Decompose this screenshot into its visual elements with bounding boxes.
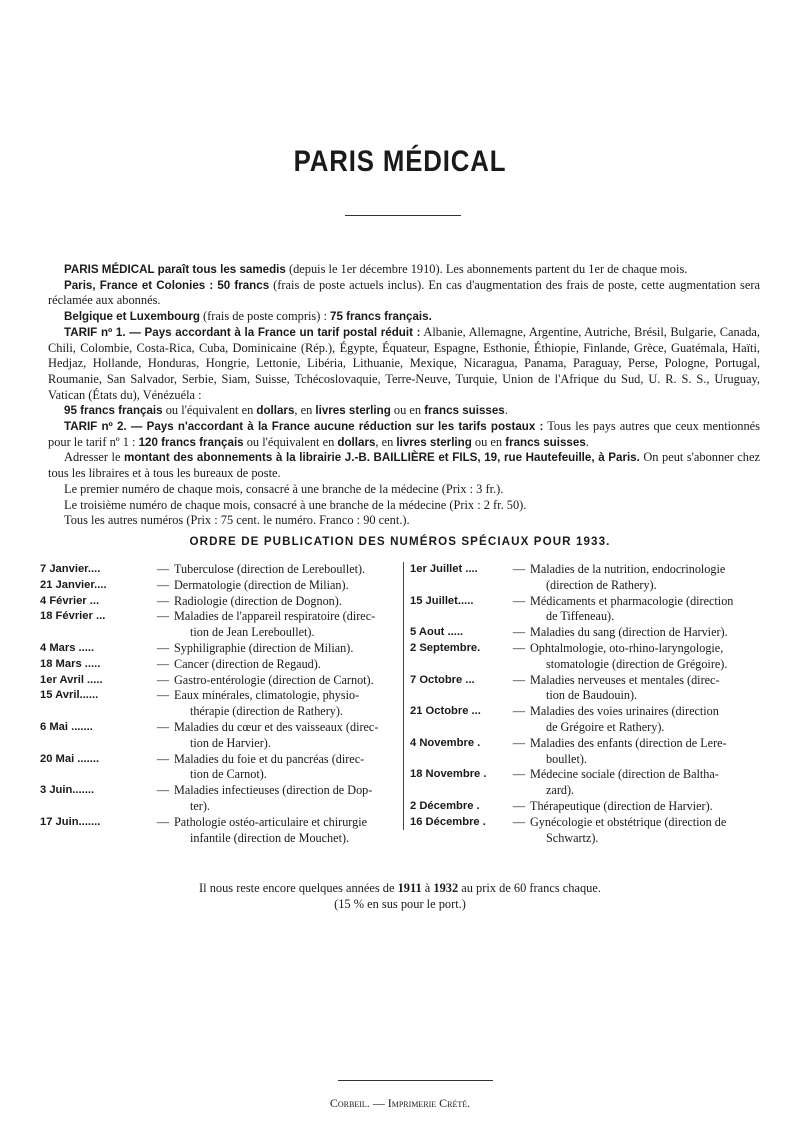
schedule-row	[40, 578, 402, 594]
schedule-row	[410, 704, 768, 736]
issue-subject	[174, 594, 402, 610]
issue-date: 21 Octobre ...	[410, 705, 481, 718]
schedule-heading: ORDRE DE PUBLICATION DES NUMÉROS SPÉCIAUX POUR 1933.	[189, 535, 611, 548]
schedule-row	[410, 562, 768, 594]
note-text: Il nous reste encore quelques années de	[199, 881, 398, 895]
subject-line-cont: stomatologie (direction de Grégoire).	[546, 656, 728, 671]
issue-subject	[530, 562, 768, 594]
subject-line-cont: boullet).	[546, 751, 587, 766]
issue-date: 15 Juillet.....	[410, 594, 474, 607]
issue-subject	[174, 641, 402, 657]
issue-subject	[174, 657, 402, 673]
subject-line-cont: (direction de Rathery).	[546, 577, 657, 592]
schedule-row	[40, 594, 402, 610]
subject-line-cont: ter).	[190, 798, 210, 813]
subject-line: Maladies du sang (direction de Harvier).	[530, 625, 728, 640]
dash: —	[156, 719, 170, 734]
issue-subject	[530, 673, 768, 705]
intro-text: ou en	[390, 403, 425, 418]
tarif-1-price	[48, 403, 760, 419]
currency-text: dollars	[337, 435, 376, 449]
price-note-2: Le troisième numéro de chaque mois, consacré à une branche de la médecine (Prix : 2 fr. 50).	[64, 497, 527, 512]
subject-line: Gastro-entérologie (direction de Carnot).	[174, 672, 374, 687]
subject-line: Maladies de l'appareil respiratoire (direc-	[174, 609, 376, 624]
dash: —	[156, 562, 170, 576]
subject-line: Maladies du foie et du pancréas (direc-	[174, 751, 365, 766]
issue-subject	[174, 783, 402, 815]
schedule-row	[410, 594, 768, 626]
subject-line: Maladies des voies urinaires (direction	[530, 704, 719, 719]
intro-text: Tous les pays autres que ceux mentionnés pour le tarif nº 1 :	[48, 419, 760, 449]
issue-date: 2 Décembre .	[410, 799, 480, 812]
price-note-3: Tous les autres numéros (Prix : 75 cent. le numéro. Franco : 90 cent.).	[64, 513, 410, 528]
price-text: 95 francs français	[64, 404, 163, 418]
subject-line: Pathologie ostéo-articulaire et chirurgie	[174, 814, 368, 829]
issue-subject	[530, 736, 768, 768]
issue-subject	[174, 562, 402, 578]
subject-line: Ophtalmologie, oto-rhino-laryngologie,	[530, 640, 724, 655]
price-text: 120 francs français	[138, 435, 244, 449]
dash: —	[512, 735, 526, 750]
issue-subject	[530, 767, 768, 799]
dash: —	[156, 640, 170, 655]
issue-subject	[174, 815, 402, 847]
schedule-right-column	[410, 562, 768, 846]
issue-subject	[530, 799, 768, 815]
issue-date: 18 Février ...	[40, 610, 106, 623]
subject-line-cont: Schwartz).	[546, 830, 599, 845]
intro-text: ou l'équivalent en	[243, 434, 338, 449]
issue-date: 6 Mai .......	[40, 720, 93, 733]
address-paragraph	[48, 450, 760, 481]
dash: —	[512, 704, 526, 719]
schedule-row	[40, 720, 402, 752]
dash: —	[512, 593, 526, 608]
intro-text: , en	[294, 403, 316, 418]
subject-line-cont: tion de Jean Lereboullet).	[190, 625, 315, 640]
issue-date: 4 Février ...	[40, 594, 100, 607]
subject-line-cont: zard).	[546, 783, 575, 798]
dash: —	[156, 577, 170, 592]
intro-paragraph-3	[48, 309, 760, 325]
intro-price: 75 francs français.	[330, 310, 432, 324]
intro-text: .	[504, 403, 508, 418]
subject-line-cont: de Grégoire et Rathery).	[546, 719, 665, 734]
schedule-row	[40, 562, 402, 578]
tarif-1-lead: TARIF nº 1. — Pays accordant à la France un tarif postal réduit :	[64, 325, 421, 339]
subject-line: Maladies infectieuses (direction de Dop-	[174, 783, 373, 798]
schedule-row	[40, 609, 402, 641]
printer-imprint: Corbeil. — Imprimerie Crété.	[329, 1096, 471, 1110]
subject-line: Médecine sociale (direction de Baltha-	[530, 767, 719, 782]
issue-date: 16 Décembre .	[410, 815, 486, 828]
issue-date: 5 Aout .....	[410, 626, 464, 639]
issue-subject	[174, 609, 402, 641]
issue-date: 1er Juillet ....	[410, 563, 478, 575]
issue-subject	[174, 673, 402, 689]
subject-line-cont: de Tiffeneau).	[546, 609, 615, 624]
dash: —	[156, 688, 170, 703]
intro-text: ou l'équivalent en	[162, 403, 257, 418]
issue-subject	[174, 688, 402, 720]
schedule-row	[40, 673, 402, 689]
issue-subject	[174, 578, 402, 594]
intro-text: ou en	[471, 434, 506, 449]
intro-text: (depuis le 1er décembre 1910). Les abonnements partent du 1er de chaque mois.	[285, 262, 688, 276]
subject-line-cont: tion de Carnot).	[190, 767, 267, 782]
schedule-row	[40, 815, 402, 847]
issue-date: 2 Septembre.	[410, 641, 481, 654]
currency-text: francs suisses	[505, 435, 586, 449]
schedule-row	[410, 736, 768, 768]
issue-subject	[530, 594, 768, 626]
issue-subject	[174, 720, 402, 752]
subject-line-cont: infantile (direction de Mouchet).	[190, 830, 350, 845]
issue-date: 4 Novembre .	[410, 736, 481, 749]
currency-text: livres sterling	[315, 404, 391, 418]
subscription-info	[48, 262, 760, 529]
subject-line: Eaux minérales, climatologie, physio-	[174, 688, 360, 703]
note-year: 1932	[433, 881, 459, 895]
dash: —	[156, 593, 170, 608]
issue-date: 1er Avril .....	[40, 673, 103, 686]
schedule-row	[410, 799, 768, 815]
footer-rule	[338, 1080, 493, 1081]
note-text: au prix de 60 francs chaque.	[458, 881, 601, 895]
back-issues-note	[0, 880, 800, 912]
issue-subject	[530, 625, 768, 641]
issue-date: 7 Octobre ...	[410, 673, 475, 686]
dash: —	[156, 783, 170, 798]
subject-line: Maladies des enfants (direction de Lere-	[530, 735, 727, 750]
issue-subject	[530, 704, 768, 736]
issue-date: 21 Janvier....	[40, 578, 107, 591]
schedule-row	[40, 688, 402, 720]
intro-paragraph-1	[48, 262, 760, 278]
dash: —	[512, 672, 526, 687]
intro-paragraph-2	[48, 278, 760, 309]
dash: —	[156, 751, 170, 766]
note-year: 1911	[397, 881, 422, 895]
subject-line: Gynécologie et obstétrique (direction de	[530, 814, 727, 829]
dash: —	[512, 562, 526, 576]
subject-line: Thérapeutique (direction de Harvier).	[530, 798, 713, 813]
price-note-1: Le premier numéro de chaque mois, consacré à une branche de la médecine (Prix : 3 fr.).	[64, 481, 504, 496]
dash: —	[512, 814, 526, 829]
column-divider	[403, 562, 404, 830]
schedule-row	[410, 641, 768, 673]
tarif-1-paragraph	[48, 325, 760, 404]
dash: —	[156, 609, 170, 624]
page-title: PARIS MÉDICAL	[293, 145, 507, 178]
dash: —	[512, 625, 526, 640]
schedule-row	[40, 641, 402, 657]
schedule-row	[410, 673, 768, 705]
issue-date: 3 Juin.......	[40, 784, 95, 797]
currency-text: livres sterling	[396, 435, 472, 449]
title-rule	[345, 215, 461, 216]
issue-date: 18 Novembre .	[410, 768, 487, 781]
intro-text: Adresser le	[64, 450, 124, 465]
subject-line: Médicaments et pharmacologie (direction	[530, 593, 734, 608]
schedule-row	[40, 752, 402, 784]
intro-text: .	[585, 434, 589, 449]
schedule-row	[40, 783, 402, 815]
subject-line: Maladies nerveuses et mentales (direc-	[530, 672, 720, 687]
schedule-row	[410, 815, 768, 847]
subject-line: Syphiligraphie (direction de Milian).	[174, 640, 354, 655]
subject-line: Maladies de la nutrition, endocrinologie	[530, 562, 726, 576]
intro-text: (frais de poste actuels inclus). En cas d'augmentation des frais de poste, cette augmentation sera réclamée aux abonnés.	[48, 277, 760, 308]
dash: —	[156, 672, 170, 687]
subject-line: Dermatologie (direction de Milian).	[174, 577, 349, 592]
dash: —	[512, 798, 526, 813]
tarif-1-countries: Albanie, Allemagne, Argentine, Autriche, Brésil, Bulgarie, Canada, Chili, Colombie, Costa-Rica, Cuba, Dominicaine (Rép.), Égypte, Équateur, Espagne, Esthonie, Éthiopie, Finlande, Grèce, Guatémala, Haïti, Hedjaz, Hollande, Honduras, Hongrie, Lettonie, Libéria, Lithuanie, Mexique, Nicaragua, Panama, Paraguay, Perse, Pologne, Portugal, Roumanie, San Salvador, Serbie, Siam, Suisse, Tchécoslovaquie, Terre-Neuve, Turquie, Union de l'Afrique du Sud, U. R. S. S., Uruguay, Vatican (États du), Vénézuéla :	[48, 324, 760, 402]
issue-subject	[530, 815, 768, 847]
issue-subject	[174, 752, 402, 784]
tarif-2-paragraph	[48, 419, 760, 450]
dash: —	[156, 656, 170, 671]
subject-line-cont: thérapie (direction de Rathery).	[190, 704, 343, 719]
intro-text: (frais de poste compris) :	[199, 309, 330, 324]
dash: —	[156, 814, 170, 829]
subject-line: Tuberculose (direction de Lereboullet).	[174, 562, 366, 576]
subject-line-cont: tion de Harvier).	[190, 735, 271, 750]
issue-date: 15 Avril......	[40, 689, 99, 702]
subject-line: Maladies du cœur et des vaisseaux (direc-	[174, 719, 379, 734]
publisher-address: montant des abonnements à la librairie J.-B. BAILLIÈRE et FILS, 19, rue Hautefeuille, à Paris.	[123, 451, 640, 465]
currency-text: dollars	[256, 404, 295, 418]
subject-line-cont: tion de Baudouin).	[546, 688, 638, 703]
postage-note: (15 % en sus pour le port.)	[334, 897, 466, 911]
intro-lead: Paris, France et Colonies : 50 francs	[64, 278, 270, 292]
issue-date: 4 Mars .....	[40, 641, 95, 654]
subject-line: Cancer (direction de Regaud).	[174, 656, 321, 671]
intro-lead: Belgique et Luxembourg	[64, 310, 200, 324]
dash: —	[512, 767, 526, 782]
issue-subject	[530, 641, 768, 673]
back-issues-line	[0, 880, 800, 896]
intro-text: On peut s'abonner chez tous les libraires et à tous les bureaux de poste.	[48, 450, 760, 481]
schedule-row	[40, 657, 402, 673]
issue-date: 7 Janvier....	[40, 563, 101, 575]
schedule-row	[410, 767, 768, 799]
currency-text: francs suisses	[424, 404, 505, 418]
issue-date: 20 Mai .......	[40, 752, 100, 765]
subject-line: Radiologie (direction de Dognon).	[174, 593, 342, 608]
schedule-left-column	[40, 562, 402, 846]
schedule-row	[410, 625, 768, 641]
intro-text: , en	[375, 434, 397, 449]
intro-lead: PARIS MÉDICAL paraît tous les samedis	[64, 263, 286, 276]
issue-date: 18 Mars .....	[40, 657, 101, 670]
issue-date: 17 Juin.......	[40, 815, 101, 828]
tarif-2-lead: TARIF nº 2. — Pays n'accordant à la France aucune réduction sur les tarifs postaux :	[64, 420, 544, 434]
dash: —	[512, 640, 526, 655]
note-text: à	[421, 881, 434, 895]
